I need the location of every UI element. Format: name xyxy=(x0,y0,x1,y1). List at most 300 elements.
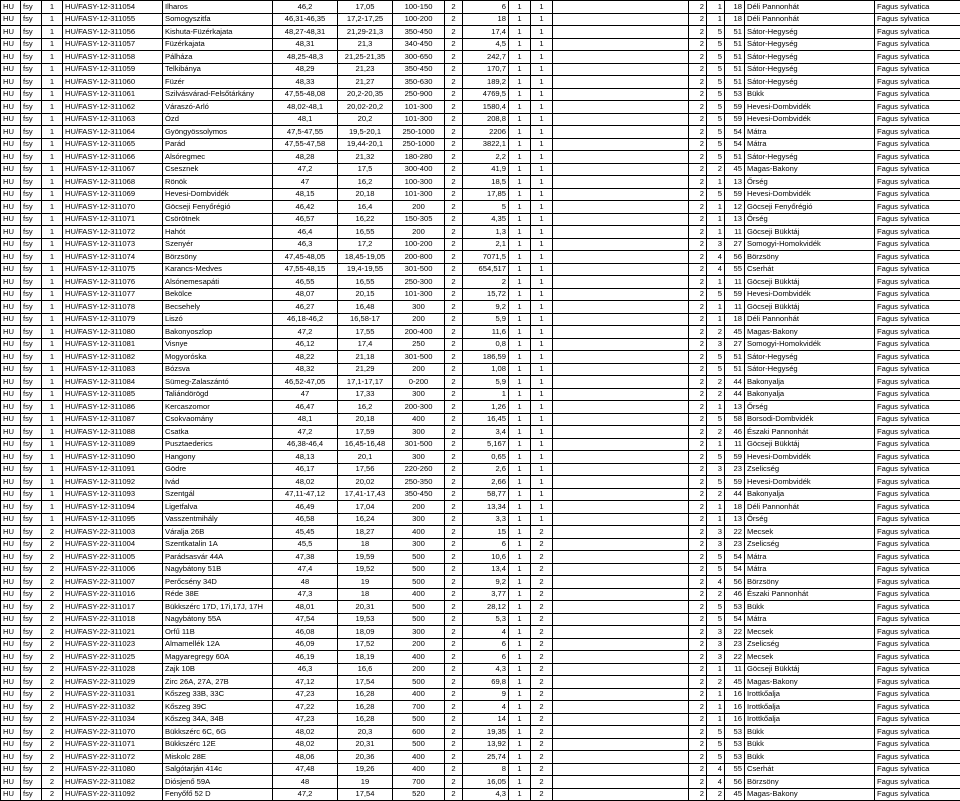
species-name-cell: Fagus sylvatica xyxy=(875,313,960,326)
table-row xyxy=(1,738,960,751)
latitude-cell: 47,54 xyxy=(273,613,338,626)
region-name-cell: Irottkőalja xyxy=(745,701,875,714)
species-code-cell: fsy xyxy=(21,638,42,651)
type-cell: 2 xyxy=(445,401,463,414)
flag-c-cell: 2 xyxy=(689,663,707,676)
latitude-cell: 46,55 xyxy=(273,276,338,289)
region-code-cell: 1 xyxy=(707,701,725,714)
latitude-cell: 47,22 xyxy=(273,701,338,714)
longitude-cell: 21,18 xyxy=(338,351,393,364)
table-row xyxy=(1,638,960,651)
species-name-cell: Fagus sylvatica xyxy=(875,563,960,576)
type-cell: 2 xyxy=(445,501,463,514)
subregion-code-cell: 45 xyxy=(725,788,745,801)
table-row xyxy=(1,451,960,464)
category-cell: 1 xyxy=(42,351,63,364)
species-code-cell: fsy xyxy=(21,76,42,89)
area-cell: 4,5 xyxy=(463,38,509,51)
location-cell: Sümeg-Zalaszántó xyxy=(163,376,273,389)
region-name-cell: Mecsek xyxy=(745,651,875,664)
country-code-cell: HU xyxy=(1,338,21,351)
type-cell: 2 xyxy=(445,113,463,126)
type-cell: 2 xyxy=(445,326,463,339)
flag-b-cell: 1 xyxy=(531,363,553,376)
region-name-cell: Zselicség xyxy=(745,638,875,651)
species-code-cell: fsy xyxy=(21,551,42,564)
type-cell: 2 xyxy=(445,313,463,326)
register-id-cell: HU/FASY-12-311064 xyxy=(63,126,163,139)
region-name-cell: Magas-Bakony xyxy=(745,326,875,339)
region-name-cell: Őrség xyxy=(745,176,875,189)
species-name-cell: Fagus sylvatica xyxy=(875,638,960,651)
species-code-cell: fsy xyxy=(21,351,42,364)
species-code-cell: fsy xyxy=(21,313,42,326)
location-cell: Szentgál xyxy=(163,488,273,501)
species-code-cell: fsy xyxy=(21,413,42,426)
category-cell: 2 xyxy=(42,776,63,789)
flag-b-cell: 1 xyxy=(531,288,553,301)
category-cell: 2 xyxy=(42,738,63,751)
table-row xyxy=(1,176,960,189)
type-cell: 2 xyxy=(445,526,463,539)
longitude-cell: 18 xyxy=(338,538,393,551)
type-cell: 2 xyxy=(445,351,463,364)
subregion-code-cell: 51 xyxy=(725,51,745,64)
subregion-code-cell: 51 xyxy=(725,351,745,364)
country-code-cell: HU xyxy=(1,38,21,51)
location-cell: Bakonyoszlop xyxy=(163,326,273,339)
area-cell: 5,3 xyxy=(463,613,509,626)
flag-b-cell: 2 xyxy=(531,538,553,551)
country-code-cell: HU xyxy=(1,526,21,539)
flag-c-cell: 2 xyxy=(689,188,707,201)
flag-b-cell: 1 xyxy=(531,151,553,164)
region-code-cell: 2 xyxy=(707,376,725,389)
subregion-code-cell: 13 xyxy=(725,513,745,526)
type-cell: 2 xyxy=(445,51,463,64)
category-cell: 1 xyxy=(42,251,63,264)
category-cell: 2 xyxy=(42,576,63,589)
altitude-cell: 200-300 xyxy=(393,401,445,414)
species-name-cell: Fagus sylvatica xyxy=(875,763,960,776)
species-name-cell: Fagus sylvatica xyxy=(875,451,960,464)
species-name-cell: Fagus sylvatica xyxy=(875,151,960,164)
flag-b-cell: 2 xyxy=(531,726,553,739)
location-cell: Parádsasvár 44A xyxy=(163,551,273,564)
flag-c-cell: 2 xyxy=(689,563,707,576)
altitude-cell: 100-200 xyxy=(393,238,445,251)
flag-b-cell: 1 xyxy=(531,26,553,39)
flag-b-cell: 1 xyxy=(531,51,553,64)
latitude-cell: 46,57 xyxy=(273,213,338,226)
altitude-cell: 350-450 xyxy=(393,488,445,501)
longitude-cell: 21,23 xyxy=(338,63,393,76)
species-name-cell: Fagus sylvatica xyxy=(875,376,960,389)
longitude-cell: 19,26 xyxy=(338,763,393,776)
category-cell: 1 xyxy=(42,313,63,326)
flag-c-cell: 2 xyxy=(689,451,707,464)
region-code-cell: 5 xyxy=(707,551,725,564)
species-name-cell: Fagus sylvatica xyxy=(875,51,960,64)
flag-a-cell: 1 xyxy=(509,38,531,51)
flag-a-cell: 1 xyxy=(509,613,531,626)
species-name-cell: Fagus sylvatica xyxy=(875,613,960,626)
register-id-cell: HU/FASY-22-311080 xyxy=(63,763,163,776)
area-cell: 13,4 xyxy=(463,563,509,576)
region-code-cell: 3 xyxy=(707,638,725,651)
longitude-cell: 19 xyxy=(338,576,393,589)
blank-cell xyxy=(553,788,689,801)
category-cell: 1 xyxy=(42,1,63,14)
blank-cell xyxy=(553,188,689,201)
location-cell: Szentkatalin 1A xyxy=(163,538,273,551)
latitude-cell: 47 xyxy=(273,176,338,189)
table-row xyxy=(1,401,960,414)
country-code-cell: HU xyxy=(1,263,21,276)
area-cell: 2,1 xyxy=(463,238,509,251)
type-cell: 2 xyxy=(445,288,463,301)
flag-b-cell: 1 xyxy=(531,238,553,251)
altitude-cell: 300 xyxy=(393,388,445,401)
type-cell: 2 xyxy=(445,538,463,551)
register-id-cell: HU/FASY-12-311077 xyxy=(63,288,163,301)
flag-b-cell: 1 xyxy=(531,176,553,189)
register-id-cell: HU/FASY-22-311070 xyxy=(63,726,163,739)
table-row xyxy=(1,538,960,551)
category-cell: 2 xyxy=(42,651,63,664)
flag-c-cell: 2 xyxy=(689,1,707,14)
latitude-cell: 48,02 xyxy=(273,738,338,751)
species-name-cell: Fagus sylvatica xyxy=(875,163,960,176)
region-name-cell: Bükk xyxy=(745,751,875,764)
country-code-cell: HU xyxy=(1,713,21,726)
flag-c-cell: 2 xyxy=(689,251,707,264)
subregion-code-cell: 16 xyxy=(725,688,745,701)
area-cell: 16,05 xyxy=(463,776,509,789)
blank-cell xyxy=(553,763,689,776)
area-cell: 2 xyxy=(463,276,509,289)
altitude-cell: 350-450 xyxy=(393,26,445,39)
species-code-cell: fsy xyxy=(21,588,42,601)
latitude-cell: 48 xyxy=(273,576,338,589)
type-cell: 2 xyxy=(445,388,463,401)
region-code-cell: 5 xyxy=(707,413,725,426)
species-code-cell: fsy xyxy=(21,426,42,439)
altitude-cell: 200 xyxy=(393,226,445,239)
subregion-code-cell: 11 xyxy=(725,301,745,314)
table-row xyxy=(1,126,960,139)
flag-a-cell: 1 xyxy=(509,401,531,414)
subregion-code-cell: 44 xyxy=(725,376,745,389)
blank-cell xyxy=(553,313,689,326)
blank-cell xyxy=(553,26,689,39)
country-code-cell: HU xyxy=(1,563,21,576)
altitude-cell: 250-1000 xyxy=(393,138,445,151)
type-cell: 2 xyxy=(445,676,463,689)
latitude-cell: 47,12 xyxy=(273,676,338,689)
location-cell: Nagybátony 55A xyxy=(163,613,273,626)
category-cell: 1 xyxy=(42,301,63,314)
flag-a-cell: 1 xyxy=(509,251,531,264)
table-row xyxy=(1,201,960,214)
subregion-code-cell: 54 xyxy=(725,551,745,564)
subregion-code-cell: 45 xyxy=(725,326,745,339)
area-cell: 18 xyxy=(463,13,509,26)
category-cell: 1 xyxy=(42,276,63,289)
species-code-cell: fsy xyxy=(21,213,42,226)
altitude-cell: 400 xyxy=(393,751,445,764)
species-code-cell: fsy xyxy=(21,451,42,464)
table-row xyxy=(1,26,960,39)
species-code-cell: fsy xyxy=(21,301,42,314)
type-cell: 2 xyxy=(445,151,463,164)
species-name-cell: Fagus sylvatica xyxy=(875,88,960,101)
blank-cell xyxy=(553,213,689,226)
blank-cell xyxy=(553,38,689,51)
country-code-cell: HU xyxy=(1,163,21,176)
longitude-cell: 18,19 xyxy=(338,651,393,664)
area-cell: 4,35 xyxy=(463,213,509,226)
species-code-cell: fsy xyxy=(21,288,42,301)
table-row xyxy=(1,776,960,789)
blank-cell xyxy=(553,276,689,289)
flag-c-cell: 2 xyxy=(689,651,707,664)
flag-c-cell: 2 xyxy=(689,763,707,776)
location-cell: Mogyoróska xyxy=(163,351,273,364)
latitude-cell: 48,22 xyxy=(273,351,338,364)
flag-b-cell: 1 xyxy=(531,88,553,101)
longitude-cell: 20,18 xyxy=(338,413,393,426)
table-row xyxy=(1,426,960,439)
blank-cell xyxy=(553,388,689,401)
region-name-cell: Irottkőalja xyxy=(745,713,875,726)
subregion-code-cell: 13 xyxy=(725,213,745,226)
species-name-cell: Fagus sylvatica xyxy=(875,726,960,739)
blank-cell xyxy=(553,576,689,589)
location-cell: Göcseji Fenyőrégió xyxy=(163,201,273,214)
species-code-cell: fsy xyxy=(21,713,42,726)
category-cell: 2 xyxy=(42,538,63,551)
country-code-cell: HU xyxy=(1,288,21,301)
species-code-cell: fsy xyxy=(21,113,42,126)
register-id-cell: HU/FASY-22-311029 xyxy=(63,676,163,689)
latitude-cell: 48,02 xyxy=(273,476,338,489)
region-code-cell: 2 xyxy=(707,163,725,176)
longitude-cell: 21,25-21,35 xyxy=(338,51,393,64)
longitude-cell: 16,45-16,48 xyxy=(338,438,393,451)
type-cell: 2 xyxy=(445,738,463,751)
register-id-cell: HU/FASY-12-311074 xyxy=(63,251,163,264)
longitude-cell: 16,55 xyxy=(338,226,393,239)
type-cell: 2 xyxy=(445,413,463,426)
country-code-cell: HU xyxy=(1,638,21,651)
subregion-code-cell: 22 xyxy=(725,526,745,539)
register-id-cell: HU/FASY-12-311065 xyxy=(63,138,163,151)
flag-c-cell: 2 xyxy=(689,38,707,51)
flag-c-cell: 2 xyxy=(689,313,707,326)
longitude-cell: 17,2 xyxy=(338,238,393,251)
region-name-cell: Sátor-Hegység xyxy=(745,51,875,64)
type-cell: 2 xyxy=(445,213,463,226)
species-code-cell: fsy xyxy=(21,663,42,676)
location-cell: Parád xyxy=(163,138,273,151)
latitude-cell: 47,2 xyxy=(273,426,338,439)
subregion-code-cell: 51 xyxy=(725,151,745,164)
flag-c-cell: 2 xyxy=(689,738,707,751)
type-cell: 2 xyxy=(445,201,463,214)
table-row xyxy=(1,488,960,501)
species-name-cell: Fagus sylvatica xyxy=(875,751,960,764)
blank-cell xyxy=(553,526,689,539)
region-code-cell: 5 xyxy=(707,563,725,576)
register-id-cell: HU/FASY-12-311057 xyxy=(63,38,163,51)
flag-a-cell: 1 xyxy=(509,26,531,39)
category-cell: 1 xyxy=(42,26,63,39)
flag-b-cell: 1 xyxy=(531,388,553,401)
flag-a-cell: 1 xyxy=(509,76,531,89)
flag-c-cell: 2 xyxy=(689,363,707,376)
species-code-cell: fsy xyxy=(21,601,42,614)
type-cell: 2 xyxy=(445,451,463,464)
region-code-cell: 2 xyxy=(707,326,725,339)
altitude-cell: 150-305 xyxy=(393,213,445,226)
register-id-cell: HU/FASY-12-311078 xyxy=(63,301,163,314)
subregion-code-cell: 51 xyxy=(725,63,745,76)
longitude-cell: 18,27 xyxy=(338,526,393,539)
blank-cell xyxy=(553,288,689,301)
table-row xyxy=(1,276,960,289)
latitude-cell: 47,3 xyxy=(273,588,338,601)
species-name-cell: Fagus sylvatica xyxy=(875,651,960,664)
flag-b-cell: 2 xyxy=(531,601,553,614)
longitude-cell: 19,59 xyxy=(338,551,393,564)
category-cell: 1 xyxy=(42,326,63,339)
region-code-cell: 2 xyxy=(707,788,725,801)
country-code-cell: HU xyxy=(1,513,21,526)
region-name-cell: Göcseji Bükktáj xyxy=(745,276,875,289)
blank-cell xyxy=(553,551,689,564)
altitude-cell: 200 xyxy=(393,313,445,326)
area-cell: 19,35 xyxy=(463,726,509,739)
altitude-cell: 100-300 xyxy=(393,176,445,189)
flag-c-cell: 2 xyxy=(689,388,707,401)
type-cell: 2 xyxy=(445,463,463,476)
region-code-cell: 1 xyxy=(707,213,725,226)
area-cell: 0,65 xyxy=(463,451,509,464)
latitude-cell: 46,58 xyxy=(273,513,338,526)
register-id-cell: HU/FASY-22-311028 xyxy=(63,663,163,676)
blank-cell xyxy=(553,376,689,389)
species-code-cell: fsy xyxy=(21,613,42,626)
subregion-code-cell: 53 xyxy=(725,88,745,101)
species-code-cell: fsy xyxy=(21,176,42,189)
latitude-cell: 48,1 xyxy=(273,413,338,426)
species-code-cell: fsy xyxy=(21,1,42,14)
category-cell: 2 xyxy=(42,726,63,739)
altitude-cell: 300 xyxy=(393,451,445,464)
latitude-cell: 46,52-47,05 xyxy=(273,376,338,389)
flag-b-cell: 2 xyxy=(531,751,553,764)
register-id-cell: HU/FASY-12-311088 xyxy=(63,426,163,439)
latitude-cell: 47,55-48,08 xyxy=(273,88,338,101)
subregion-code-cell: 51 xyxy=(725,76,745,89)
blank-cell xyxy=(553,51,689,64)
latitude-cell: 46,4 xyxy=(273,226,338,239)
subregion-code-cell: 59 xyxy=(725,451,745,464)
flag-c-cell: 2 xyxy=(689,501,707,514)
species-name-cell: Fagus sylvatica xyxy=(875,413,960,426)
species-name-cell: Fagus sylvatica xyxy=(875,476,960,489)
flag-c-cell: 2 xyxy=(689,163,707,176)
species-code-cell: fsy xyxy=(21,126,42,139)
longitude-cell: 16,6 xyxy=(338,663,393,676)
region-name-cell: Bakonyalja xyxy=(745,488,875,501)
region-code-cell: 5 xyxy=(707,138,725,151)
type-cell: 2 xyxy=(445,76,463,89)
flag-a-cell: 1 xyxy=(509,163,531,176)
latitude-cell: 48,29 xyxy=(273,63,338,76)
country-code-cell: HU xyxy=(1,551,21,564)
country-code-cell: HU xyxy=(1,226,21,239)
flag-c-cell: 2 xyxy=(689,63,707,76)
register-id-cell: HU/FASY-12-311060 xyxy=(63,76,163,89)
country-code-cell: HU xyxy=(1,88,21,101)
register-id-cell: HU/FASY-12-311093 xyxy=(63,488,163,501)
altitude-cell: 300 xyxy=(393,626,445,639)
flag-b-cell: 1 xyxy=(531,326,553,339)
country-code-cell: HU xyxy=(1,688,21,701)
category-cell: 1 xyxy=(42,238,63,251)
region-code-cell: 1 xyxy=(707,663,725,676)
region-name-cell: Sátor-Hegység xyxy=(745,363,875,376)
location-cell: Csokvaomány xyxy=(163,413,273,426)
species-code-cell: fsy xyxy=(21,238,42,251)
altitude-cell: 101-300 xyxy=(393,101,445,114)
register-id-cell: HU/FASY-12-311087 xyxy=(63,413,163,426)
longitude-cell: 19,53 xyxy=(338,613,393,626)
blank-cell xyxy=(553,651,689,664)
region-name-cell: Hevesi-Dombvidék xyxy=(745,476,875,489)
location-cell: Börzsöny xyxy=(163,251,273,264)
flag-b-cell: 1 xyxy=(531,451,553,464)
blank-cell xyxy=(553,501,689,514)
species-name-cell: Fagus sylvatica xyxy=(875,1,960,14)
table-row xyxy=(1,38,960,51)
region-name-cell: Őrség xyxy=(745,401,875,414)
area-cell: 58,77 xyxy=(463,488,509,501)
region-code-cell: 5 xyxy=(707,101,725,114)
location-cell: Ligetfalva xyxy=(163,501,273,514)
altitude-cell: 340-450 xyxy=(393,38,445,51)
subregion-code-cell: 18 xyxy=(725,313,745,326)
country-code-cell: HU xyxy=(1,313,21,326)
area-cell: 2,6 xyxy=(463,463,509,476)
table-row xyxy=(1,63,960,76)
country-code-cell: HU xyxy=(1,238,21,251)
species-code-cell: fsy xyxy=(21,726,42,739)
latitude-cell: 46,19 xyxy=(273,651,338,664)
country-code-cell: HU xyxy=(1,463,21,476)
location-cell: Rönök xyxy=(163,176,273,189)
flag-b-cell: 2 xyxy=(531,788,553,801)
location-cell: Csatka xyxy=(163,426,273,439)
subregion-code-cell: 56 xyxy=(725,776,745,789)
location-cell: Pusztaederics xyxy=(163,438,273,451)
latitude-cell: 46,12 xyxy=(273,338,338,351)
category-cell: 1 xyxy=(42,13,63,26)
flag-a-cell: 1 xyxy=(509,188,531,201)
flag-a-cell: 1 xyxy=(509,463,531,476)
